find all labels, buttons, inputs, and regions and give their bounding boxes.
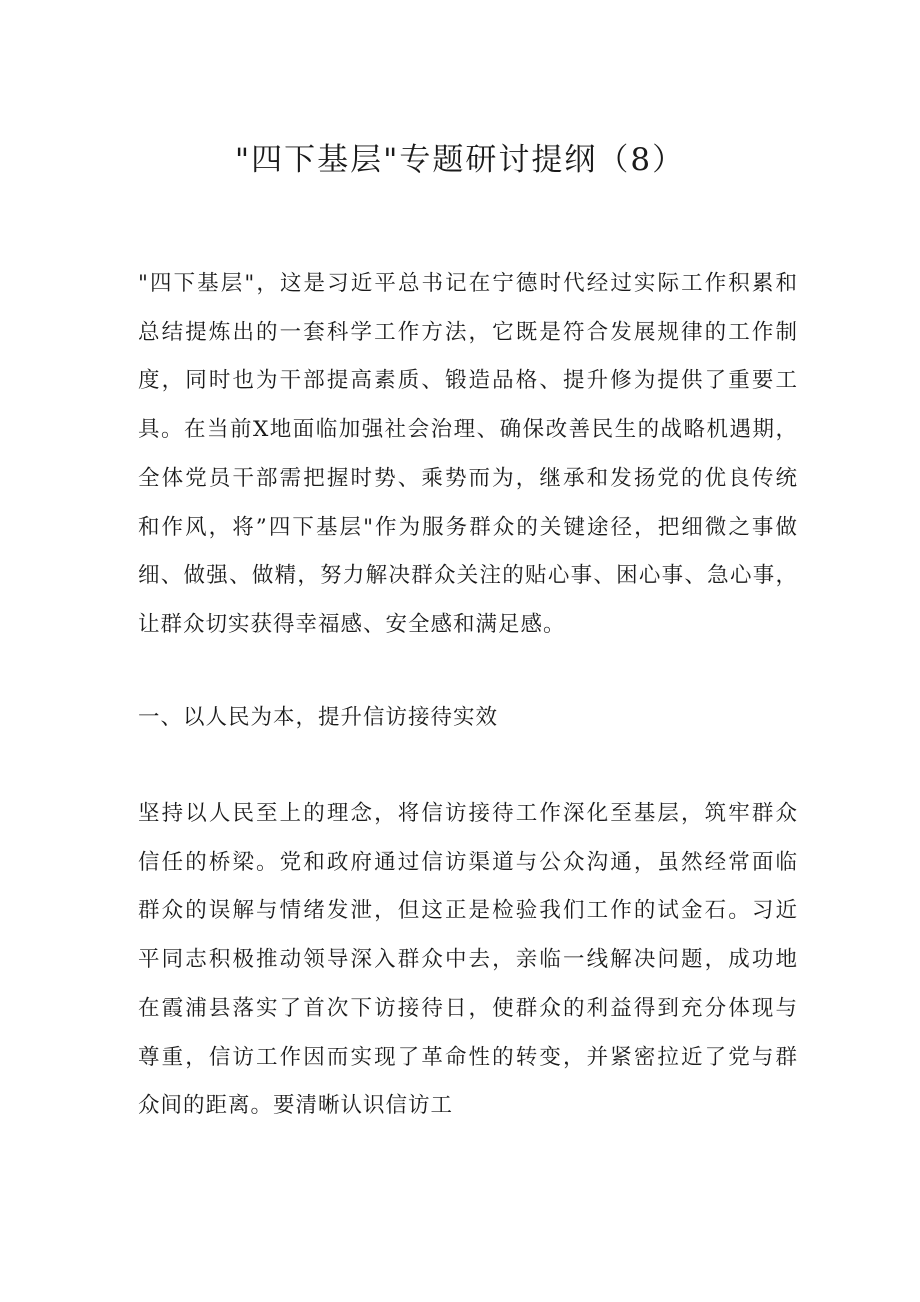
paragraph-line: 度，同时也为干部提高素质、锻造品格、提升修为提供了重要工 xyxy=(138,368,798,394)
paragraph-line: 全体党员干部需把握时势、乘势而为，继承和发扬党的优良传统 xyxy=(138,465,798,491)
paragraph-line: 细、做强、做精，努力解决群众关注的贴心事、困心事、急心事， xyxy=(138,563,798,589)
paragraph-line: "四下基层"，这是习近平总书记在宁德时代经过实际工作积累和 xyxy=(138,271,798,296)
section-paragraph xyxy=(138,790,798,1131)
paragraph-line: 让群众切实获得幸福感、安全感和满足感。 xyxy=(138,611,566,637)
paragraph-line: 群众的误解与情绪发泄，但这正是检验我们工作的试金石。习近 xyxy=(138,898,798,924)
paragraph-line: 总结提炼出的一套科学工作方法，它既是符合发展规律的工作制 xyxy=(138,319,798,345)
document-title: "四下基层"专题研讨提纲（8） xyxy=(234,142,686,178)
section-heading xyxy=(138,694,798,743)
section-heading-text: 一、以人民为本，提升信访接待实效 xyxy=(138,705,499,730)
paragraph-line: 众间的距离。要清晰认识信访工 xyxy=(138,1093,454,1119)
paragraph-line: 具。在当前X地面临加强社会治理、确保改善民生的战略机遇期， xyxy=(138,417,798,443)
paragraph-line: 平同志积极推动领导深入群众中去，亲临一线解决问题，成功地 xyxy=(138,947,798,973)
paragraph-line: 信任的桥梁。党和政府通过信访渠道与公众沟通，虽然经常面临 xyxy=(138,849,798,875)
paragraph-line: 坚持以人民至上的理念，将信访接待工作深化至基层，筑牢群众 xyxy=(138,801,798,826)
intro-paragraph xyxy=(138,260,798,650)
paragraph-line: 和作风，将”四下基层"作为服务群众的关键途径，把细微之事做 xyxy=(138,514,798,540)
paragraph-line: 在霞浦县落实了首次下访接待日，使群众的利益得到充分体现与 xyxy=(138,995,798,1021)
paragraph-line: 尊重，信访工作因而实现了革命性的转变，并紧密拉近了党与群 xyxy=(138,1044,798,1070)
